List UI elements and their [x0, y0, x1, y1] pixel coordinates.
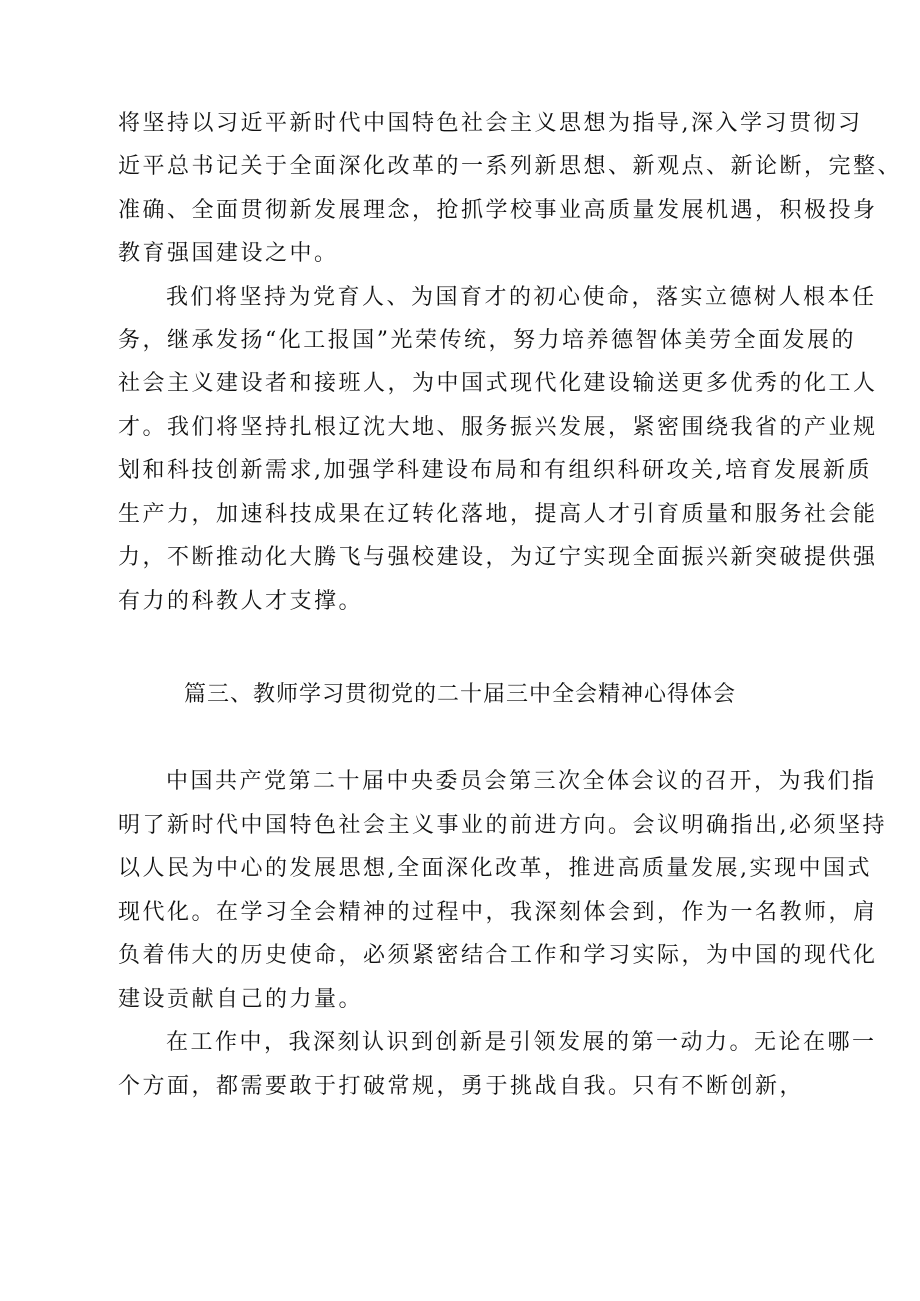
text-line: 生产力，加速科技成果在辽转化落地，提高人才引育质量和服务社会能 [118, 502, 878, 527]
text-line: 务，继承发扬“化工报国”光荣传统，努力培养德智体美劳全面发展的 [118, 328, 856, 353]
section-title: 篇三、教师学习贯彻党的二十届三中全会精神心得体会 [183, 682, 736, 707]
text-line: 建设贡献自己的力量。 [118, 987, 364, 1012]
text-line: 在工作中，我深刻认识到创新是引领发展的第一动力。无论在哪一 [166, 1030, 877, 1055]
text-line: 力，不断推动化大腾飞与强校建设，为辽宁实现全面振兴新突破提供强 [118, 545, 878, 570]
text-line: 现代化。在学习全会精神的过程中，我深刻体会到，作为一名教师，肩 [118, 900, 878, 925]
text-line: 准确、全面贯彻新发展理念，抢抓学校事业高质量发展机遇，积极投身 [118, 198, 878, 223]
text-line: 明了新时代中国特色社会主义事业的前进方向。会议明确指出,必须坚持 [118, 813, 887, 838]
text-line: 个方面，都需要敢于打破常规，勇于挑战自我。只有不断创新， [118, 1074, 805, 1099]
text-line: 负着伟大的历史使命，必须紧密结合工作和学习实际，为中国的现代化 [118, 943, 878, 968]
text-line: 有力的科教人才支撑。 [118, 589, 364, 614]
text-line: 将坚持以习近平新时代中国特色社会主义思想为指导,深入学习贯彻习 [118, 111, 863, 136]
text-line: 以人民为中心的发展思想,全面深化改革，推进高质量发展,实现中国式 [118, 856, 872, 881]
text-line: 中国共产党第二十届中央委员会第三次全体会议的召开，为我们指 [166, 769, 877, 794]
text-line: 社会主义建设者和接班人，为中国式现代化建设输送更多优秀的化工人 [118, 371, 878, 396]
text-line: 近平总书记关于全面深化改革的一系列新思想、新观点、新论断，完整、 [118, 154, 903, 179]
text-line: 划和科技创新需求,加强学科建设布局和有组织科研攻关,培育发展新质 [118, 458, 872, 483]
text-line: 才。我们将坚持扎根辽沈大地、服务振兴发展，紧密围绕我省的产业规 [118, 415, 878, 440]
text-line: 我们将坚持为党育人、为国育才的初心使命，落实立德树人根本任 [166, 285, 877, 310]
text-line: 教育强国建设之中。 [118, 241, 339, 266]
